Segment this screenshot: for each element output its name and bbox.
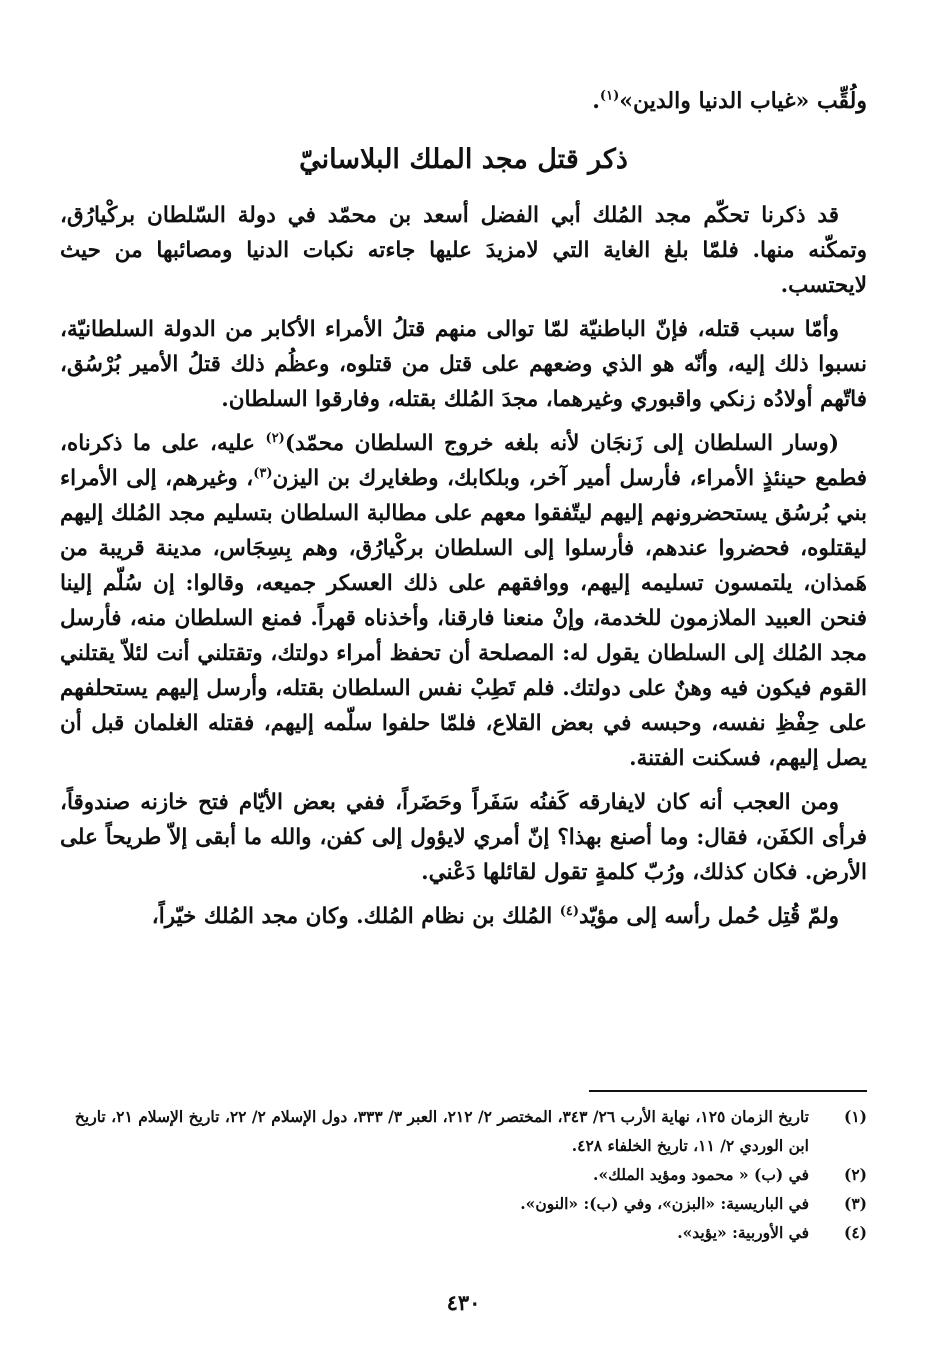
footnote — [60, 1189, 867, 1218]
page-number: ٤٣٠ — [446, 1290, 481, 1315]
footnote-number: (٤) — [843, 1223, 867, 1242]
paragraph — [60, 899, 867, 934]
footnote-marker: (٣) — [253, 465, 273, 481]
footnote — [60, 1102, 867, 1160]
footnote-text: في (ب) « محمود ومؤيد الملك». — [593, 1165, 809, 1184]
footnote-marker: (١) — [599, 88, 620, 104]
continuation-line — [592, 86, 867, 116]
paragraph-text: ولمّ قُتِل حُمل رأسه إلى مؤيّد — [579, 904, 839, 929]
continuation-text: ولُقِّب «غياب الدنيا والدين» — [619, 88, 867, 114]
paragraph-text: ومن العجب أنه كان لايفارقه كَفنُه سَفَراً وحَضَراً، ففي بعض الأيّام فتح خازنه صندوقاً، فرأى الكفَن، فقال: وما أصنع بهذا؟ إنّ أمري لايؤول إلى كفن، والله ما أبقى إلاّ طريحاً على الأرض. فكان كذلك، ورُبّ كلمةٍ تقول لقائلها دَعْني. — [60, 790, 867, 885]
paragraph-text: عليه، على ما ذكرناه، فطمع حينئذٍ الأمراء، فأرسل أمير آخر، وبلكابك، وطغايرك بن اليزن — [60, 431, 867, 491]
footnote-number: (١) — [843, 1107, 867, 1126]
paragraph-text: وأمّا سبب قتله، فإنّ الباطنيّة لمّا توالى منهم قتلُ الأمراء الأكابر من الدولة السلطانيّة، نسبوا ذلك إليه، وأنّه هو الذي وضعهم على قتل من قتلوه، وعظُم ذلك قتلُ الأمير بُرْسُق، فاتّهم أولادُه زنكي واقبوري وغيرهما، مجدَ المُلك بقتله، وفارقوا السلطان. — [60, 317, 867, 412]
paragraph — [60, 312, 867, 417]
period: . — [592, 88, 600, 114]
paragraph — [60, 785, 867, 890]
footnote — [60, 1218, 867, 1247]
book-page — [60, 0, 867, 1370]
footnotes — [60, 1102, 867, 1247]
footnote-text: تاريخ الزمان ١٢٥، نهاية الأرب ٢٦/ ٣٤٣، المختصر ٢/ ٢١٢، العبر ٣/ ٣٣٣، دول الإسلام ٢/ ٢٢، تاريخ الإسلام ٢١، تاريخ ابن الوردي ٢/ ١١، تاريخ الخلفاء ٤٢٨. — [74, 1107, 809, 1155]
paragraph-text: ، وغيرهم، إلى الأمراء بني بُرسُق يستحضرونهم إليهم ليتّفقوا معهم على مطالبة السلطان بتسليم مجد المُلك إليهم ليقتلوه، فحضروا عندهم، فأرسلوا إلى السلطان بركْيارُق، وهم بِسِجَاس، مدينة قريبة من هَمذان، يلتمسون تسليمه إليهم، ووافقهم على ذلك العسكر جميعه، وقالوا: إن سُلّم إلينا فنحن العبيد الملازمون للخدمة، وإنْ منعنا فارقنا، وأخذناه قهراً. فمنع السلطان منه، فأرسل مجد المُلك إلى السلطان يقول له: المصلحة أن تحفظ أمراء دولتك، وتقتلني أنت لئلاّ يقتلني القوم فيكون فيه وهنٌ على دولتك. فلم تَطِبْ نفس السلطان بقتله، وأرسل إليهم يستحلفهم على حِفْظِ نفسه، وحبسه في بعض القلاع، فلمّا حلفوا سلّمه إليهم، فقتله الغلمان قبل أن يصل إليهم، فسكنت الفتنة. — [60, 466, 867, 771]
footnote-marker: (٢) — [265, 430, 285, 446]
footnote-divider — [589, 1090, 867, 1092]
paragraph-text: المُلك بن نظام المُلك. وكان مجد المُلك خيّراً، — [151, 904, 560, 929]
footnote-number: (٣) — [843, 1194, 867, 1213]
section-title: ذكر قتل مجد الملك البلاسانيّ — [299, 144, 628, 175]
footnote-text: في الباريسية: «البزن»، وفي (ب): «النون». — [520, 1194, 809, 1213]
paragraph-text: قد ذكرنا تحكّم مجد المُلك أبي الفضل أسعد بن محمّد في دولة السّلطان بركْيارُق، وتمكّنه منها. فلمّا بلغ الغاية التي لامزيدَ عليها جاءته نكبات الدنيا ومصائبها من حيث لايحتسب. — [60, 203, 867, 298]
body-text — [60, 198, 867, 943]
footnote-text: في الأوربية: «يؤيد». — [677, 1223, 809, 1242]
footnote-marker: (٤) — [559, 903, 580, 919]
paragraph — [60, 426, 867, 776]
paragraph — [60, 198, 867, 303]
footnote — [60, 1160, 867, 1189]
paragraph-text: (وسار السلطان إلى زَنجَان لأنه بلغه خروج السلطان محمّد) — [284, 431, 839, 456]
footnote-number: (٢) — [843, 1165, 867, 1184]
